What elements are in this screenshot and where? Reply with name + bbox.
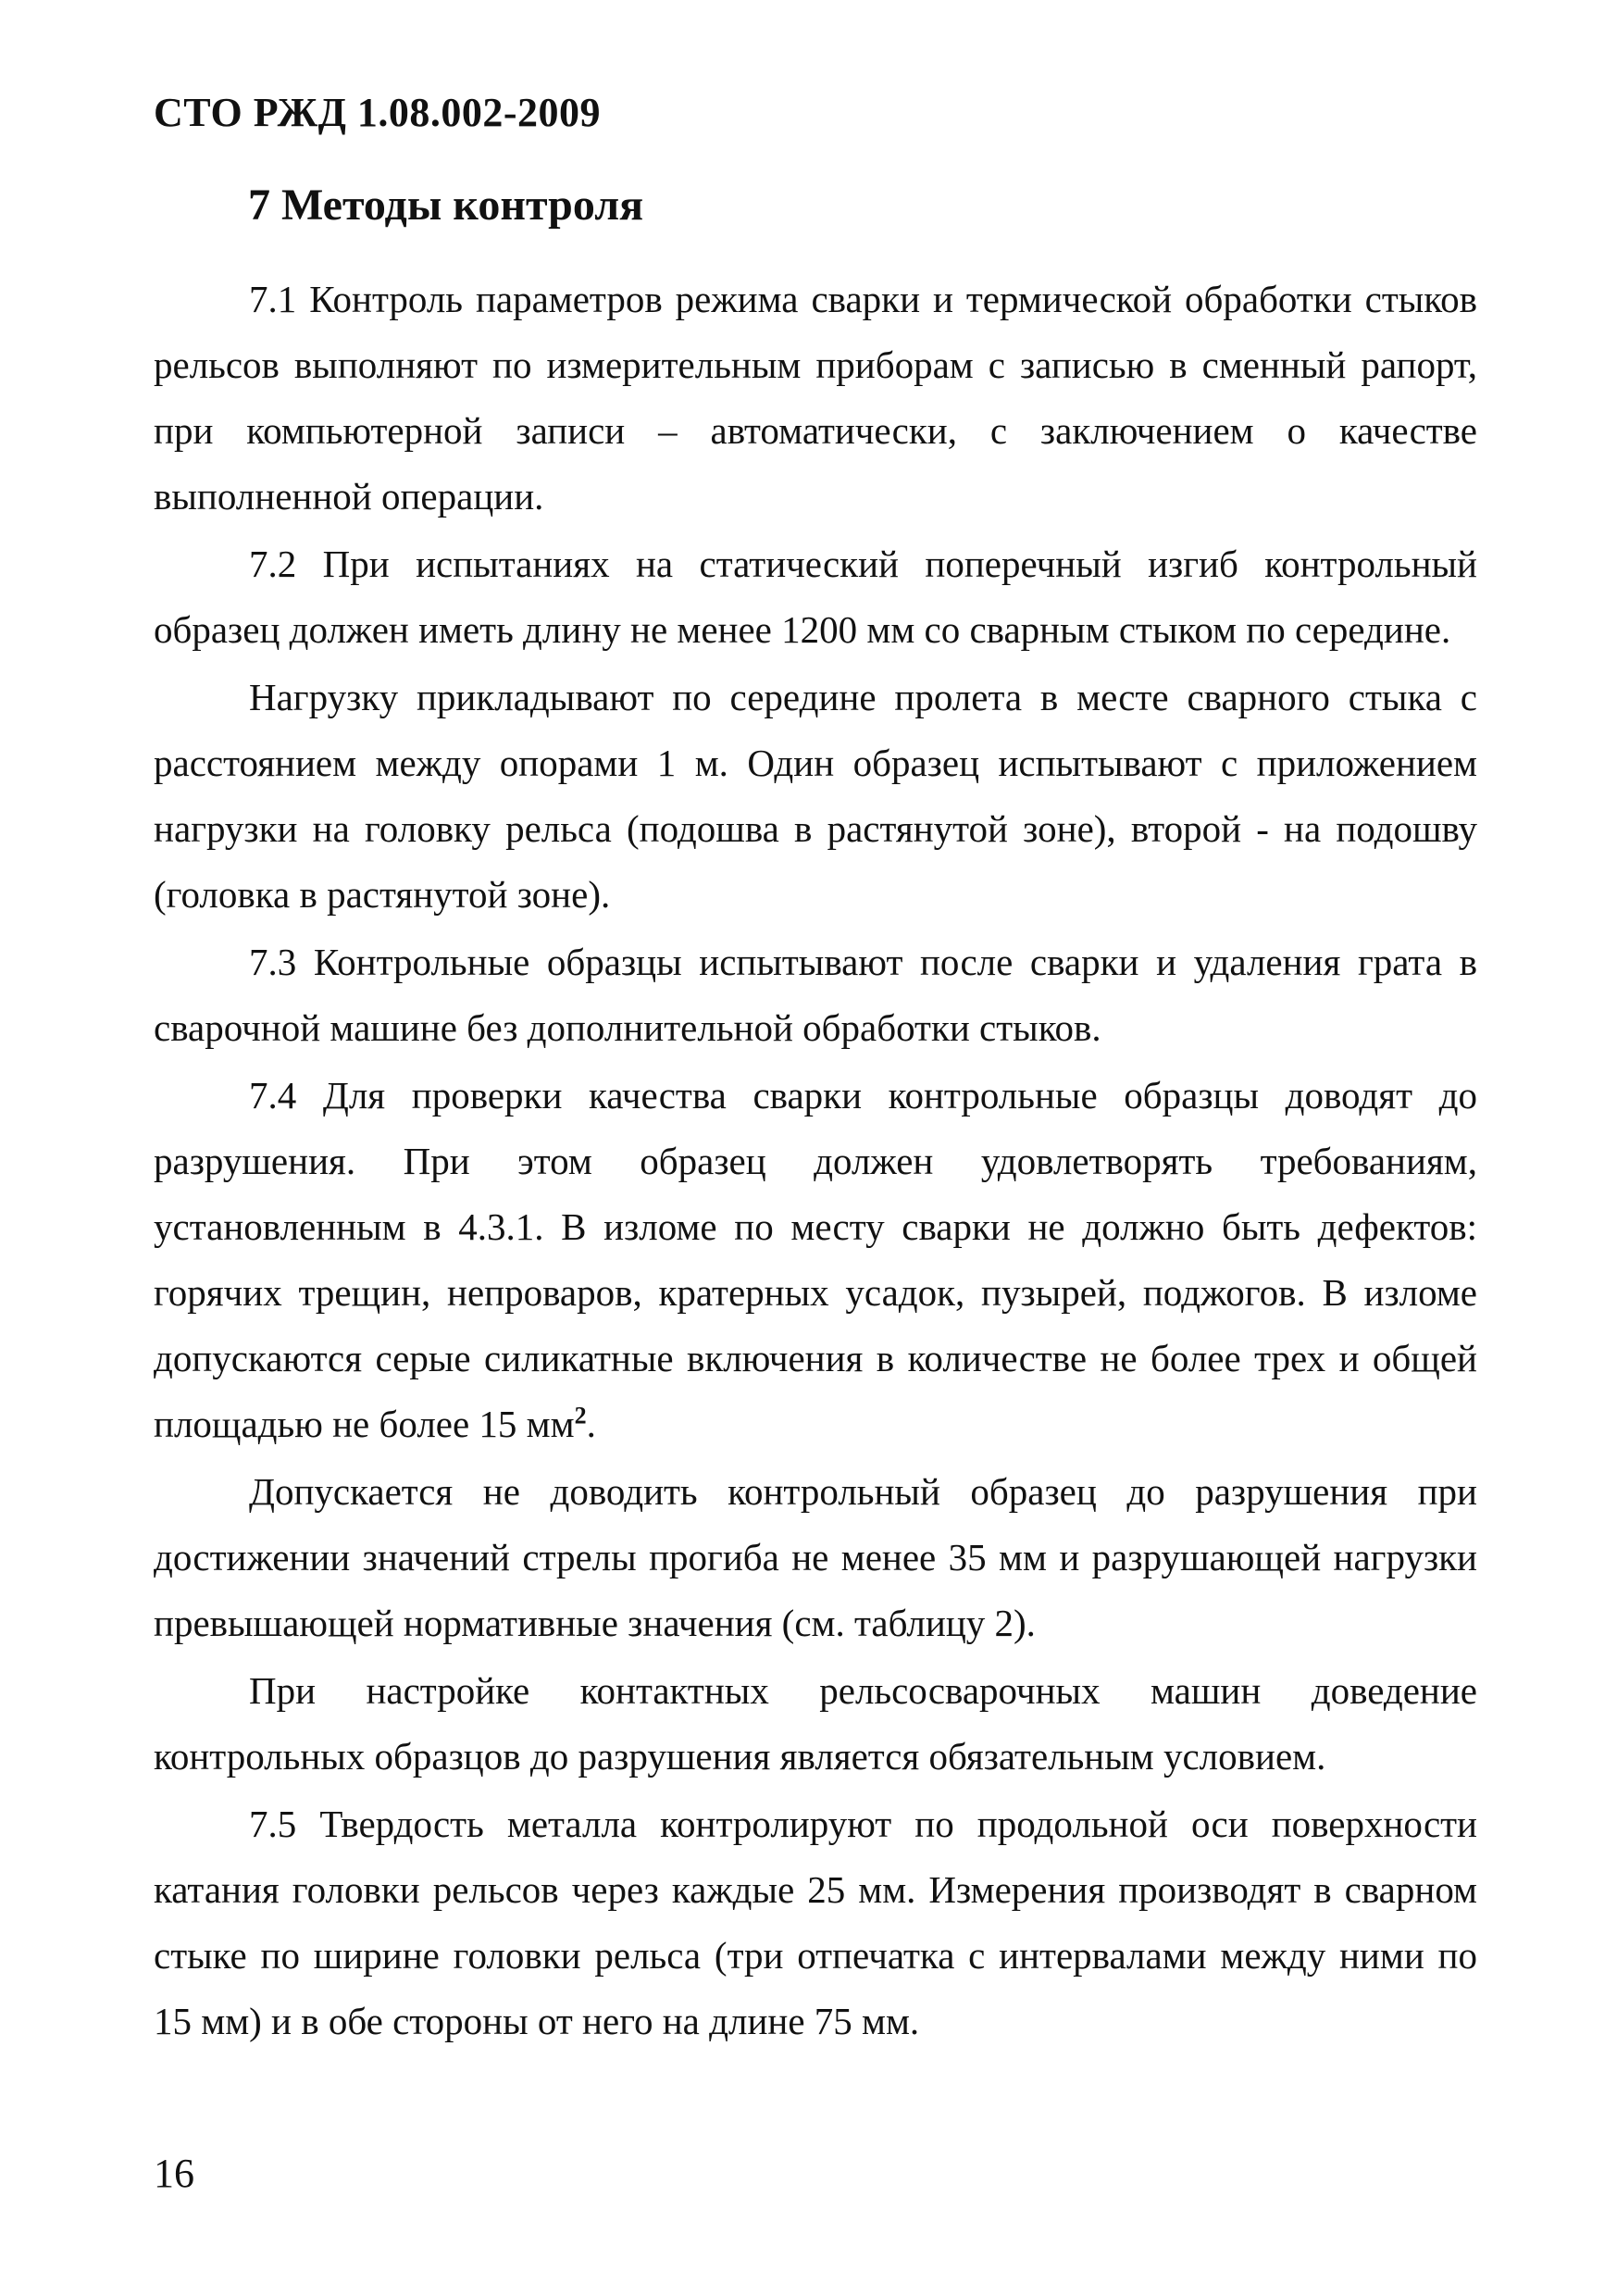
paragraph-7-4-end: . [586, 1403, 596, 1445]
superscript-squared: 2 [574, 1402, 587, 1429]
section-title: 7 Методы контроля [248, 181, 644, 230]
paragraph-7-1: 7.1 Контроль параметров режима сварки и термической обработки стыков рельсов выполняют по измерительным приборам с записью в сменный рапорт, при компьютерной записи – автоматически, с заключением о качестве выполненной операции. [154, 278, 1477, 518]
paragraph-deflection-allowance: Допускается не доводить контрольный образец до разрушения при достижении значений стрелы прогиба не менее 35 мм и разрушающей нагрузки превышающей нормативные значения (см. таблицу 2). [154, 1470, 1477, 1644]
paragraph-7-2: 7.2 При испытаниях на статический поперечный изгиб контрольный образец должен иметь длину не менее 1200 мм со сварным стыком по середине. [154, 543, 1477, 651]
paragraph-machine-setup: При настройке контактных рельсосварочных машин доведение контрольных образцов до разрушения является обязательным условием. [154, 1669, 1477, 1778]
paragraph-7-4 [154, 1063, 1477, 1457]
page-number: 16 [154, 2151, 194, 2196]
paragraph-7-4-text: 7.4 Для проверки качества сварки контрольные образцы доводят до разрушения. При этом образец должен удовлетворять требованиям, установленным в 4.3.1. В изломе по месту сварки не должно быть дефектов: горячих трещин, непроваров, кратерных усадок, пузырей, поджогов. В изломе допускаются серые силикатные включения в количестве не более трех и общей площадью не более 15 мм [154, 1074, 1477, 1445]
document-code: СТО РЖД 1.08.002-2009 [154, 90, 602, 135]
section-body [154, 267, 1477, 2054]
paragraph-7-3: 7.3 Контрольные образцы испытывают после сварки и удаления грата в сварочной машине без дополнительной обработки стыков. [154, 941, 1477, 1049]
paragraph-load-application: Нагрузку прикладывают по середине пролета в месте сварного стыка с расстоянием между опорами 1 м. Один образец испытывают с приложением нагрузки на головку рельса (подошва в растянутой зоне), второй - на подошву (головка в растянутой зоне). [154, 676, 1477, 916]
paragraph-7-5: 7.5 Твердость металла контролируют по продольной оси поверхности катания головки рельсов через каждые 25 мм. Измерения производят в сварном стыке по ширине головки рельса (три отпечатка с интервалами между ними по 15 мм) и в обе стороны от него на длине 75 мм. [154, 1803, 1477, 2042]
